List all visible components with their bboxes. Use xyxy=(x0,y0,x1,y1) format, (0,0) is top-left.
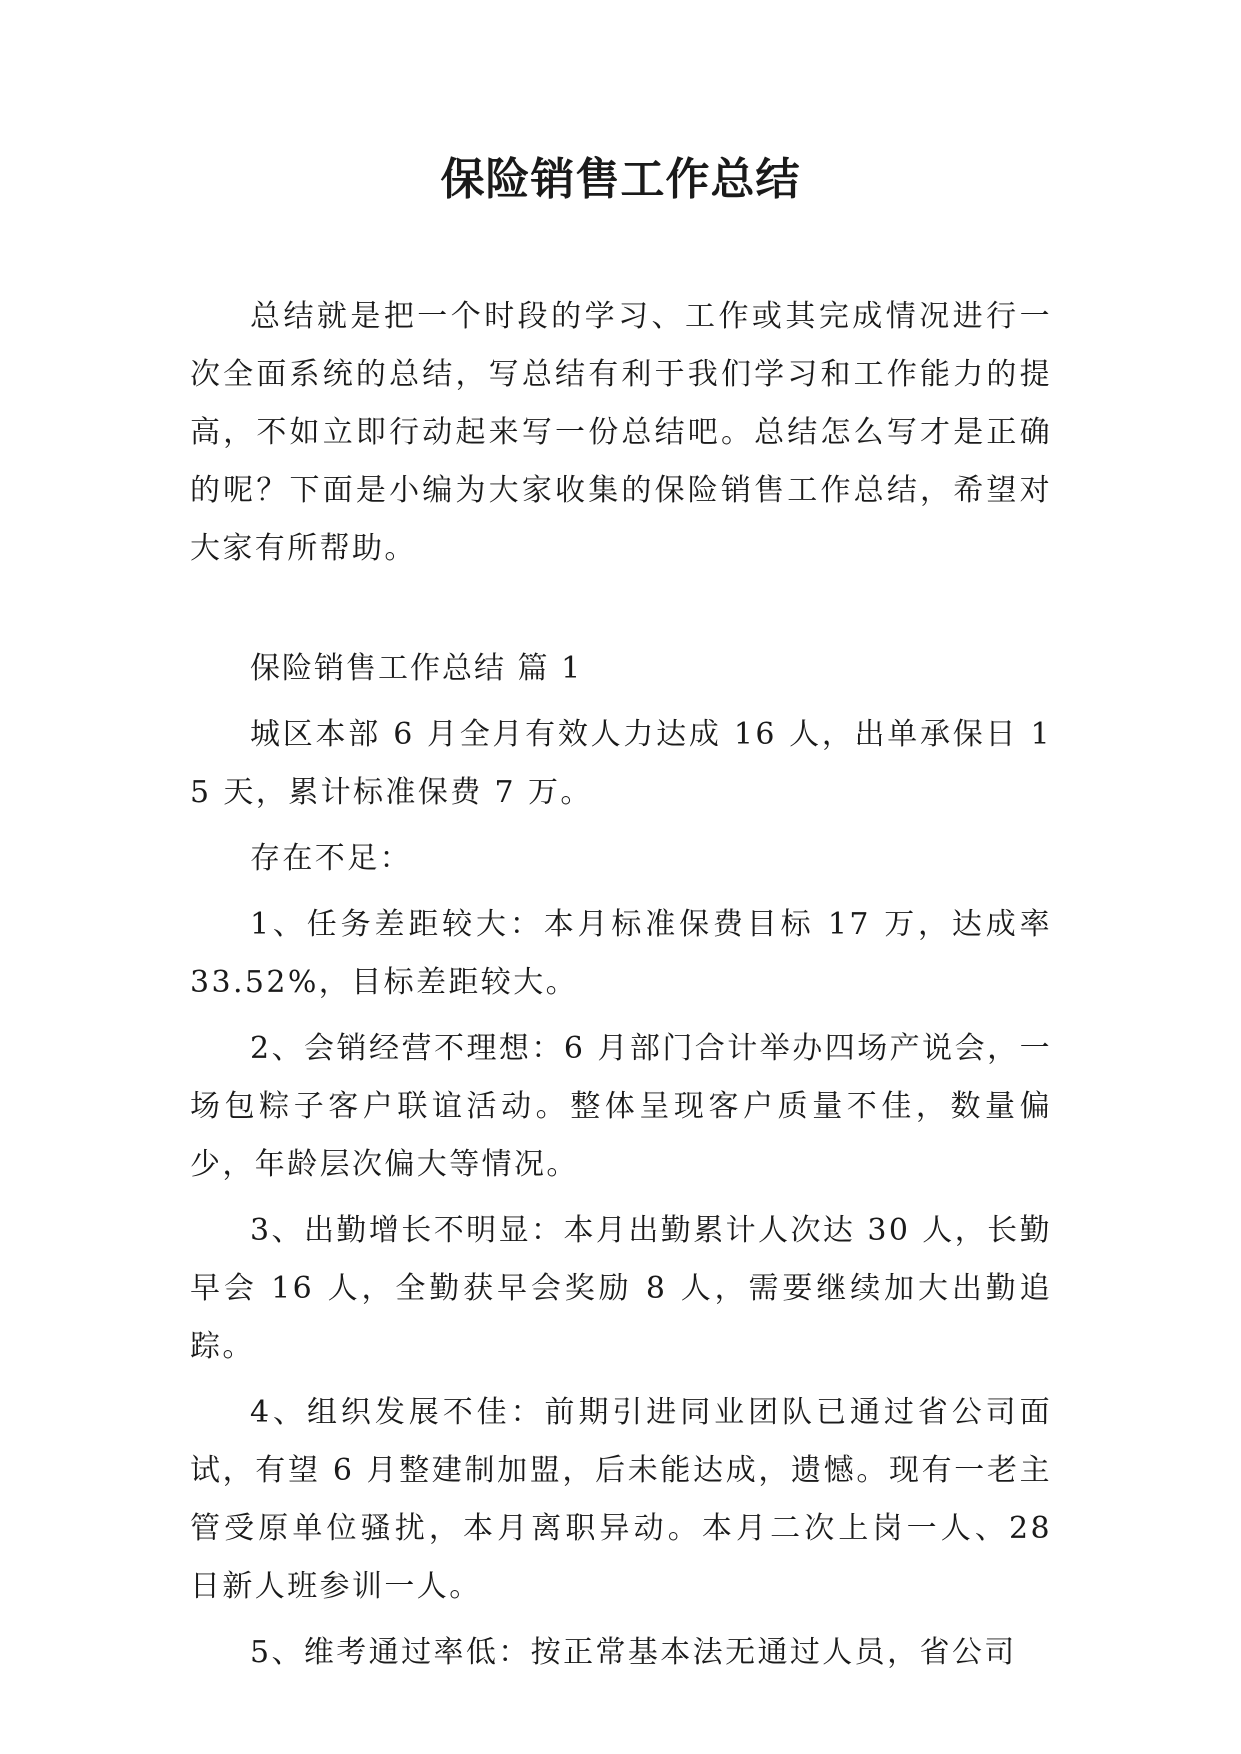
paragraph: 城区本部 6 月全月有效人力达成 16 人，出单承保日 15 天，累计标准保费 7 万。 xyxy=(190,717,1052,810)
paragraph: 2、会销经营不理想：6 月部门合计举办四场产说会，一场包粽子客户联谊活动。整体呈现客户质量不佳，数量偏少，年龄层次偏大等情况。 xyxy=(190,1031,1052,1182)
paragraph: 1、任务差距较大：本月标准保费目标 17 万，达成率 33.52%，目标差距较大。 xyxy=(190,907,1052,1000)
intro-section xyxy=(190,288,1052,578)
section-heading: 保险销售工作总结 篇 1 xyxy=(250,651,583,686)
paragraph: 4、组织发展不佳：前期引进同业团队已通过省公司面试，有望 6 月整建制加盟，后未能达成，遗憾。现有一老主管受原单位骚扰，本月离职异动。本月二次上岗一人、28 日新人班参训一人。 xyxy=(190,1395,1052,1604)
paragraph: 5、维考通过率低：按正常基本法无通过人员，省公司 xyxy=(250,1635,1017,1670)
intro-paragraph: 总结就是把一个时段的学习、工作或其完成情况进行一次全面系统的总结，写总结有利于我们学习和工作能力的提高，不如立即行动起来写一份总结吧。总结怎么写才是正确的呢？下面是小编为大家收集的保险销售工作总结，希望对大家有所帮助。 xyxy=(190,299,1052,566)
paragraph: 3、出勤增长不明显：本月出勤累计人次达 30 人，长勤早会 16 人，全勤获早会奖励 8 人，需要继续加大出勤追踪。 xyxy=(190,1213,1052,1364)
body-section xyxy=(190,640,1052,1682)
page-title: 保险销售工作总结 xyxy=(440,154,801,205)
paragraph: 存在不足： xyxy=(250,841,412,876)
